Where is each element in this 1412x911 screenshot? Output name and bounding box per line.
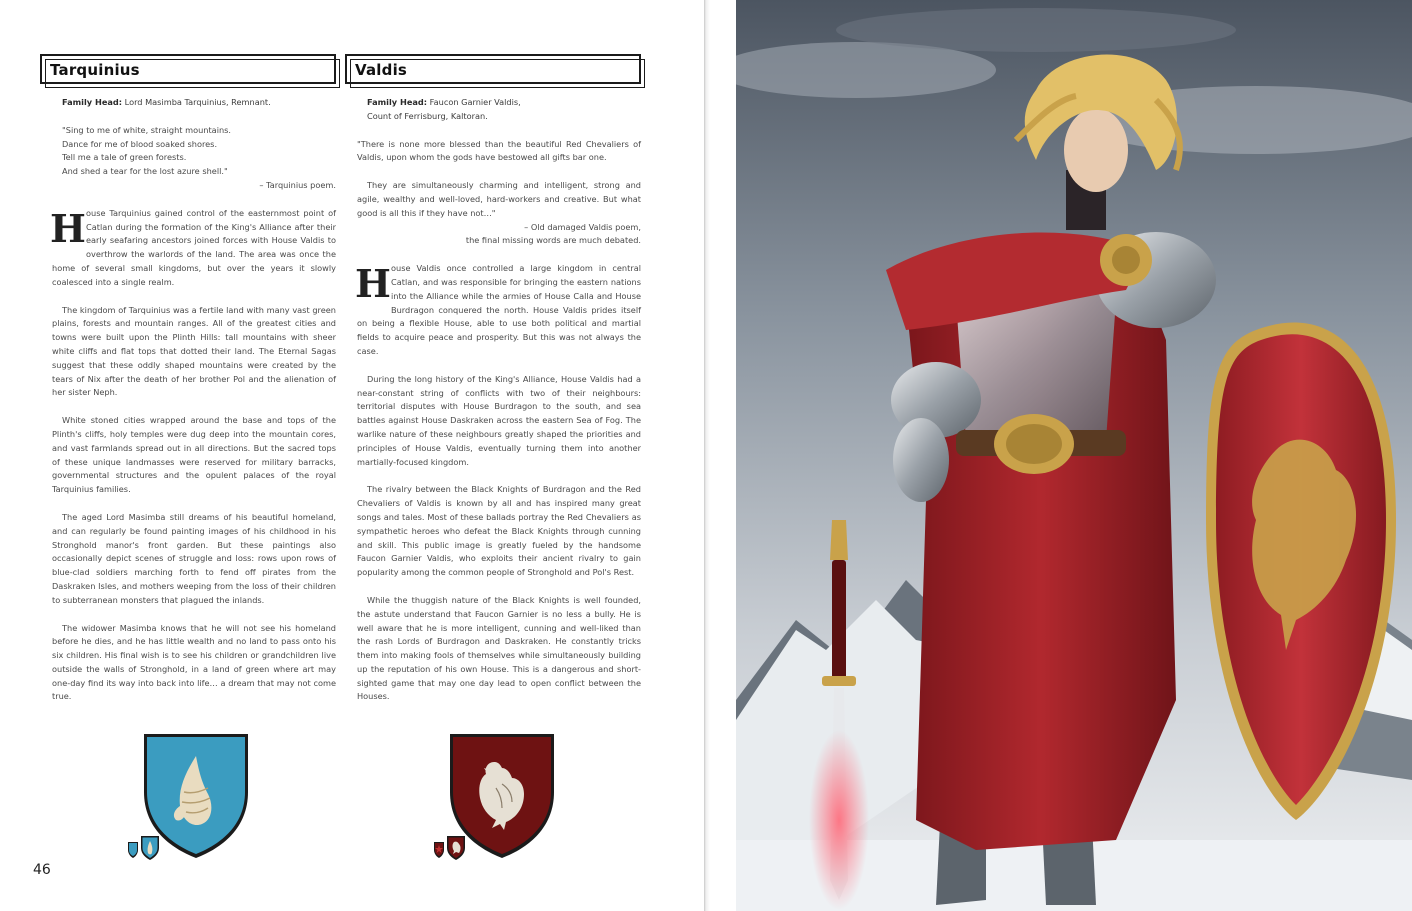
- body-paragraph: The widower Masimba knows that he will not see his homeland before he dies, and he has little wealth and no land to pass onto his six children. His final wish is to see his children or grandchildren live outside the walls of Stronghold, in a land of green where art may one-day find its way into back into life… a dream that may not come true.: [52, 622, 336, 702]
- tarquinius-poem: [40, 124, 336, 193]
- family-head-value: Faucon Garnier Valdis,: [429, 97, 521, 107]
- family-head-label: Family Head:: [367, 97, 428, 107]
- poem-line: Dance for me of blood soaked shores.: [62, 138, 218, 149]
- body-paragraph: White stoned cities wrapped around the base and tops of the Plinth's cliffs, holy temples were dug deep into the mountain cores, and vast farmlands spread out in all directions. But the sacred tops of these unique landmasses were reserved for military barracks, governmental structures and the opulent palaces of the royal Tarquinius families.: [52, 415, 336, 495]
- poem-line: Tell me a tale of green forests.: [62, 152, 187, 163]
- valdis-shield: [432, 732, 556, 860]
- valdis-attribution-line2: the final missing words are much debated.: [465, 235, 641, 246]
- paragraph-text: ouse Tarquinius gained control of the easternmost point of Catlan during the formation of the King's Alliance after their early seafaring ancestors joined forces with House Valdis to overthrow the warlords of the land. The area was once the home of several small kingdoms, but over the years it slowly coalesced into a single realm.: [52, 207, 336, 287]
- valdis-title: Valdis: [355, 61, 408, 79]
- poem-line: And shed a tear for the lost azure shell.": [62, 166, 228, 177]
- drop-cap: H: [355, 261, 391, 307]
- valdis-quote: "There is none more blessed than the beautiful Red Chevaliers of Valdis, upon whom the gods have bestowed all gifts bar one.: [357, 138, 641, 163]
- valdis-quote-continued: They are simultaneously charming and intelligent, strong and agile, wealthy and well-loved, hard-workers and creative. But what good is all this if they have not…": [357, 180, 641, 218]
- body-paragraph: While the thuggish nature of the Black Knights is well founded, the astute understand that Faucon Garnier is no less a bully. He is well aware that he is more intelligent, cunning and well-liked than the rash Lords of Burdragon and Daskraken. He constantly tricks them into making fools of themselves while simultaneously building up the reputation of his own House. This is a dangerous and short-sighted game that may one day lead to open conflict between the Houses.: [357, 594, 641, 702]
- body-paragraph: The aged Lord Masimba still dreams of his beautiful homeland, and can regularly be found painting images of his childhood in his Stronghold manor's front garden. But these paintings also occasionally depict scenes of struggle and loss: rows upon rows of blue-clad soldiers marching forth to fend off pirates from the Daskraken Isles, and mothers weeping from the loss of their children to subterranean monsters that plagued the inlands.: [52, 511, 336, 605]
- tarquinius-column: [40, 54, 336, 704]
- family-head-title: Count of Ferrisburg, Kaltoran.: [367, 110, 488, 121]
- valdis-shield-graphic: [432, 732, 556, 860]
- page-gutter: [704, 0, 736, 911]
- body-paragraph: The rivalry between the Black Knights of Burdragon and the Red Chevaliers of Valdis is known by all and has inspired many great songs and tales. Most of these ballads portray the Red Chevaliers as sympathetic heroes who defeat the Black Knights through cunning and skill. This public image is greatly fueled by the handsome Faucon Garnier Valdis, who exploits their ancient rivalry to gain popularity among the common people of Stronghold and Pol's Rest.: [357, 484, 641, 578]
- body-paragraph: [345, 262, 641, 359]
- page-number: 46: [33, 862, 51, 878]
- drop-cap: H: [50, 205, 86, 251]
- tarquinius-shield: [126, 732, 250, 860]
- body-paragraph: During the long history of the King's Alliance, House Valdis had a near-constant string of conflicts with two of their neighbours: territorial disputes with House Burdragon to the south, and sea battles against House Daskraken across the eastern Sea of Fog. The warlike nature of these neighbours greatly shaped the priorities and principles of House Valdis, eventually turning them into another martially-focused kingdom.: [357, 373, 641, 467]
- family-head-value: Lord Masimba Tarquinius, Remnant.: [124, 97, 271, 107]
- knight-artwork: [736, 0, 1412, 911]
- poem-attribution: – Tarquinius poem.: [259, 179, 336, 190]
- knight-illustration: [736, 0, 1412, 911]
- body-paragraph: The kingdom of Tarquinius was a fertile land with many vast green plains, forests and mountain ranges. All of the greatest cities and towns were built upon the Plinth Hills: tall mountains with sheer white cliffs and flat tops that dotted their land. The Eternal Sagas suggest that these oddly shaped mountains were created by the tears of Nix after the death of her brother Pol and the alienation of her sister Neph.: [52, 304, 336, 398]
- tarquinius-family-head: [40, 96, 336, 110]
- family-head-label: Family Head:: [62, 97, 123, 107]
- tarquinius-title-box: [40, 54, 336, 84]
- tarquinius-shield-graphic: [126, 732, 250, 860]
- tarquinius-title: Tarquinius: [50, 61, 140, 79]
- left-page: [0, 0, 704, 911]
- paragraph-text: ouse Valdis once controlled a large kingdom in central Catlan, and was responsible for bringing the eastern nations into the Alliance while the armies of House Calla and House Burdragon conquered the north. House Valdis prides itself on being a flexible House, able to use both political and martial fields to acquire peace and prosperity. But this was not always the case.: [357, 263, 641, 356]
- poem-line: "Sing to me of white, straight mountains.: [62, 124, 232, 135]
- body-paragraph: [40, 207, 336, 290]
- valdis-family-head: [345, 96, 641, 124]
- valdis-title-box: [345, 54, 641, 84]
- valdis-attribution-line1: – Old damaged Valdis poem,: [524, 221, 641, 232]
- valdis-column: [345, 54, 641, 704]
